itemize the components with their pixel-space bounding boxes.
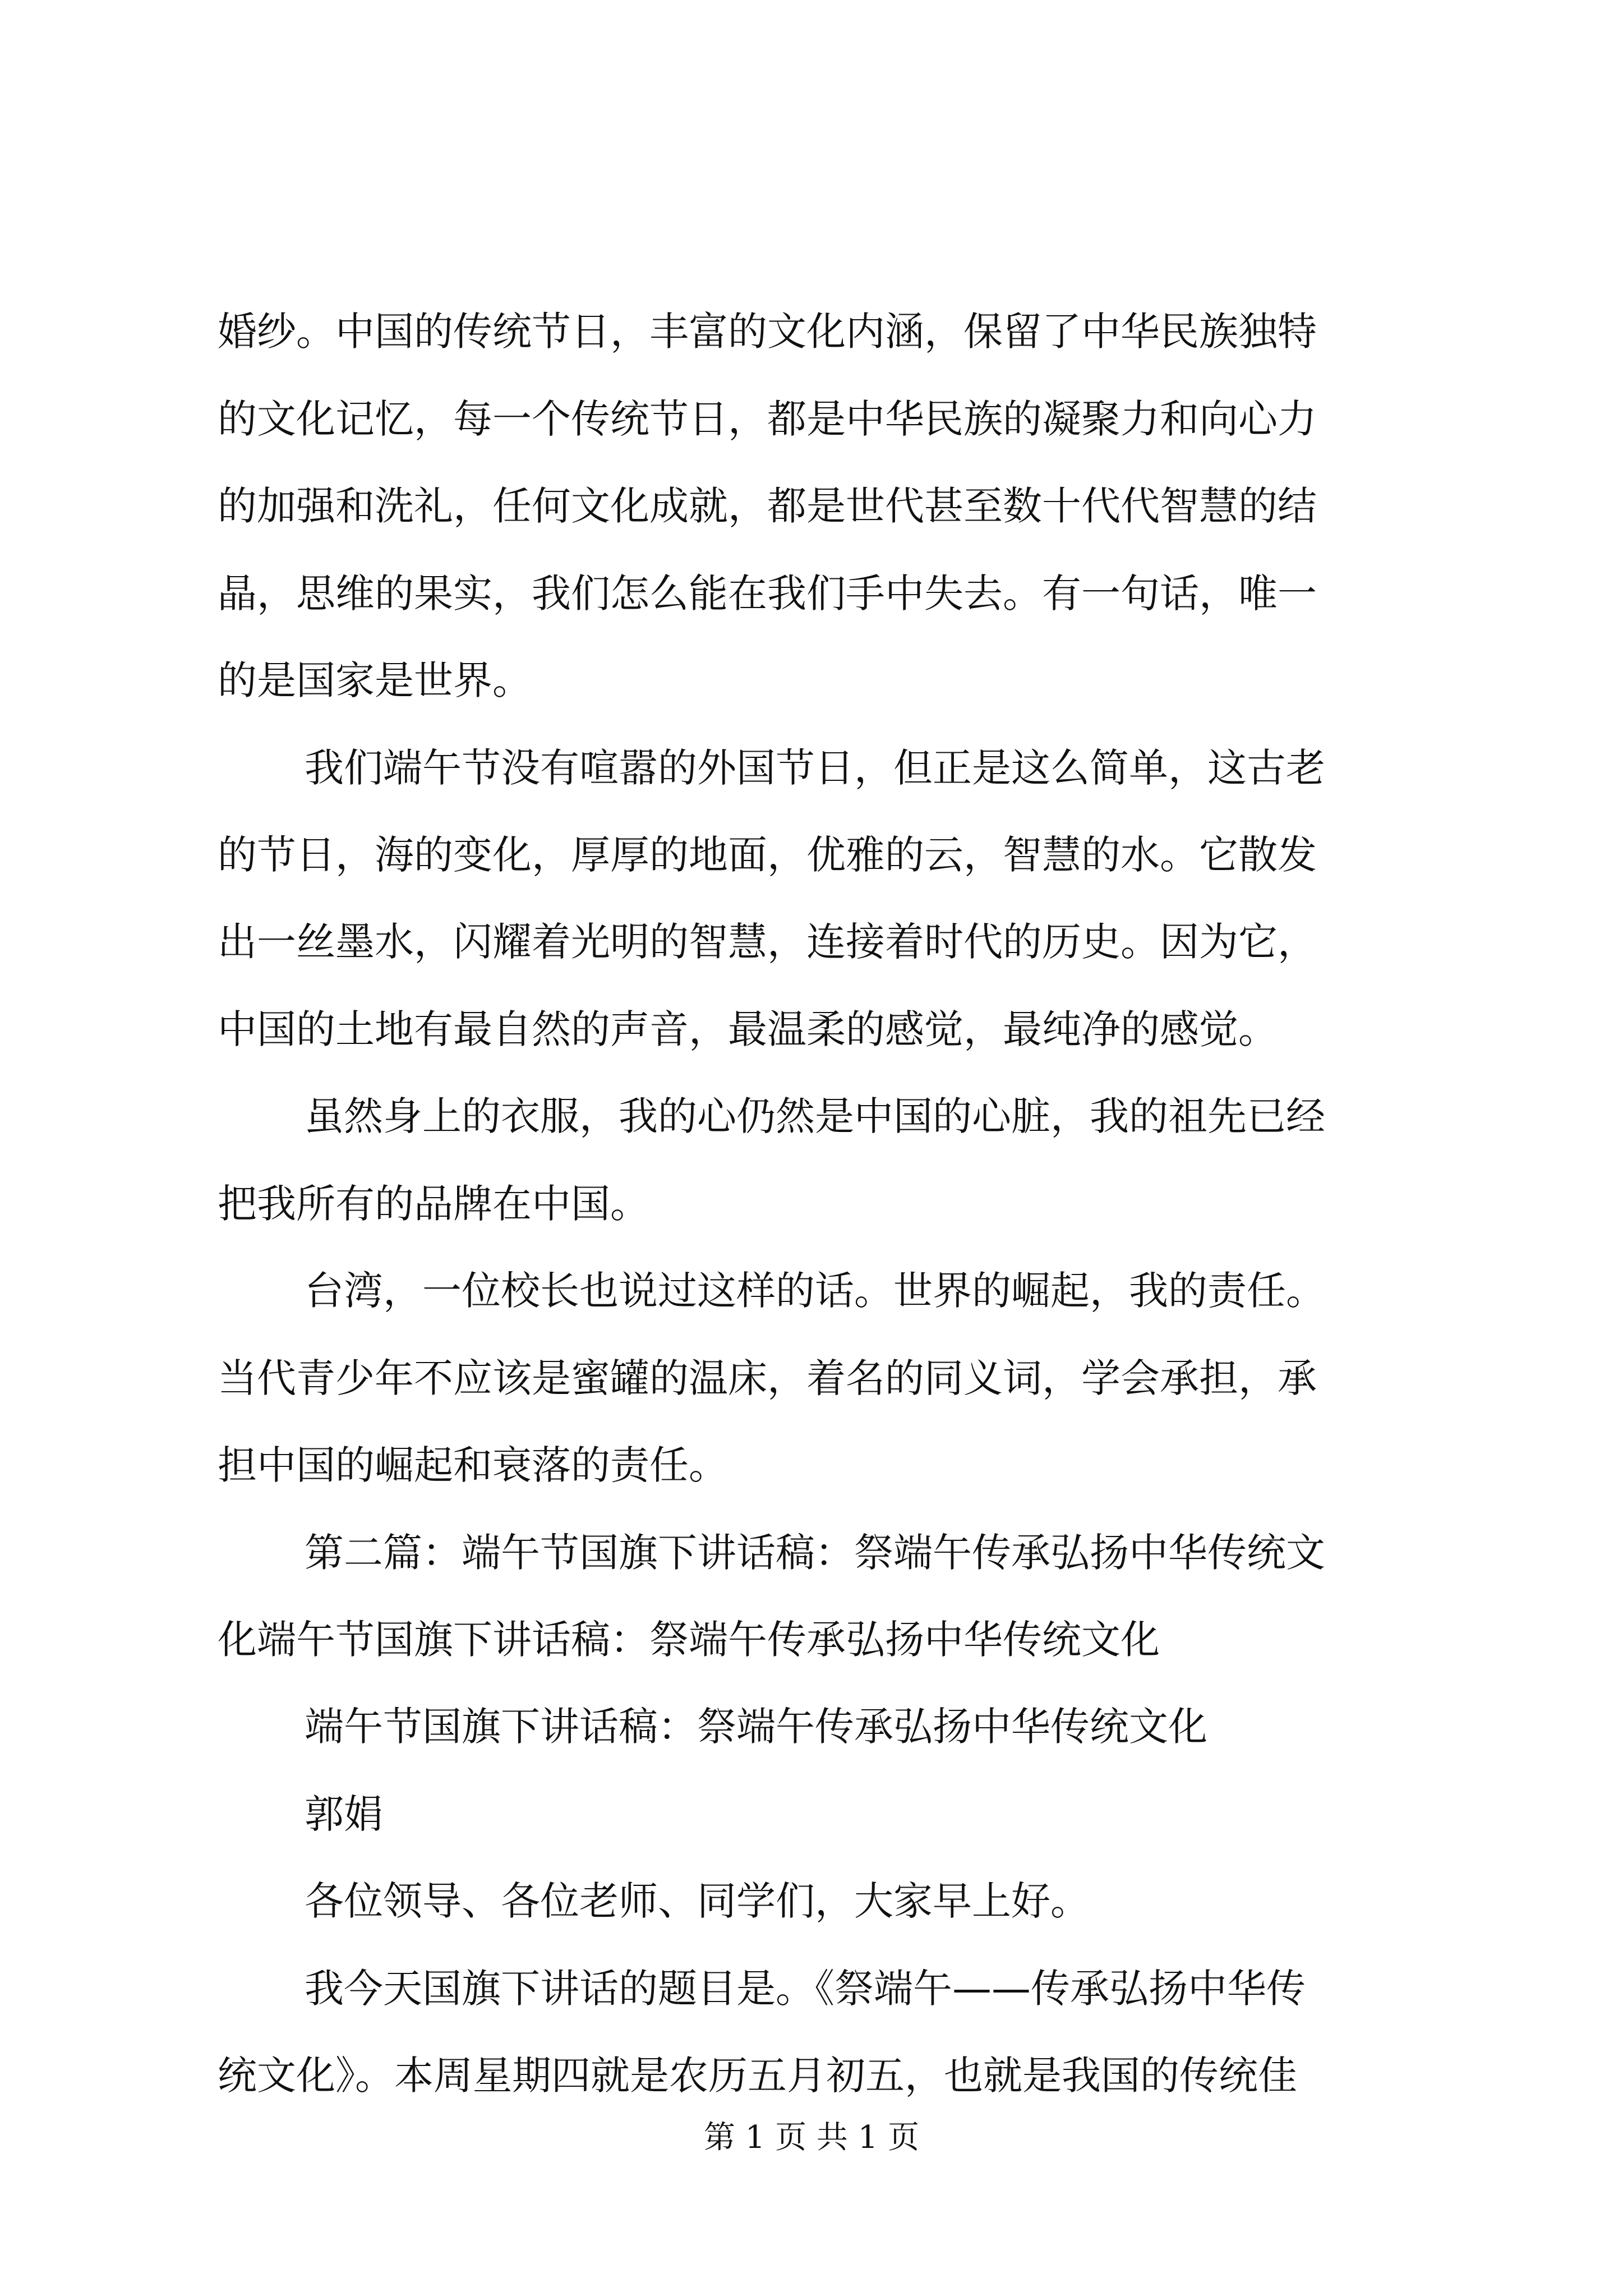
text-line: 晶，思维的果实，我们怎么能在我们手中失去。有一句话，唯一 [218, 570, 1317, 616]
greeting-line: 各位领导、各位老师、同学们，大家早上好。 [305, 1878, 1090, 1924]
paragraph-first-line: 我今天国旗下讲话的题目是。《祭端午——传承弘扬中华传 [305, 1966, 1306, 2012]
text-line: 担中国的崛起和衰落的责任。 [218, 1442, 728, 1488]
text-line: 的文化记忆，每一个传统节日，都是中华民族的凝聚力和向心力 [218, 396, 1317, 442]
section-heading: 第二篇：端午节国旗下讲话稿：祭端午传承弘扬中华传统文 [305, 1530, 1325, 1576]
text-line: 的节日，海的变化，厚厚的地面，优雅的云，智慧的水。它散发 [218, 832, 1317, 878]
speech-title: 端午节国旗下讲话稿：祭端午传承弘扬中华传统文化 [305, 1704, 1207, 1750]
text-line: 婚纱。中国的传统节日，丰富的文化内涵，保留了中华民族独特 [218, 309, 1317, 355]
text-line: 的是国家是世界。 [218, 657, 532, 703]
paragraph-first-line: 台湾，一位校长也说过这样的话。世界的崛起，我的责任。 [305, 1268, 1325, 1314]
text-line: 统文化》。本周星期四就是农历五月初五，也就是我国的传统佳 [218, 2053, 1297, 2099]
text-line: 的加强和洗礼，任何文化成就，都是世代甚至数十代代智慧的结 [218, 483, 1317, 529]
text-line: 出一丝墨水，闪耀着光明的智慧，连接着时代的历史。因为它， [218, 919, 1317, 965]
text-line: 当代青少年不应该是蜜罐的温床，着名的同义词，学会承担，承 [218, 1355, 1317, 1401]
text-line: 中国的土地有最自然的声音，最温柔的感觉，最纯净的感觉。 [218, 1006, 1278, 1052]
section-heading-continued: 化端午节国旗下讲话稿：祭端午传承弘扬中华传统文化 [218, 1617, 1160, 1663]
page-footer: 第 1 页 共 1 页 [703, 2119, 920, 2156]
paragraph-first-line: 我们端午节没有喧嚣的外国节日，但正是这么简单，这古老 [305, 745, 1325, 791]
paragraph-first-line: 虽然身上的衣服，我的心仍然是中国的心脏，我的祖先已经 [305, 1093, 1325, 1139]
text-line: 把我所有的品牌在中国。 [218, 1181, 649, 1227]
speaker-name: 郭娟 [305, 1791, 383, 1837]
